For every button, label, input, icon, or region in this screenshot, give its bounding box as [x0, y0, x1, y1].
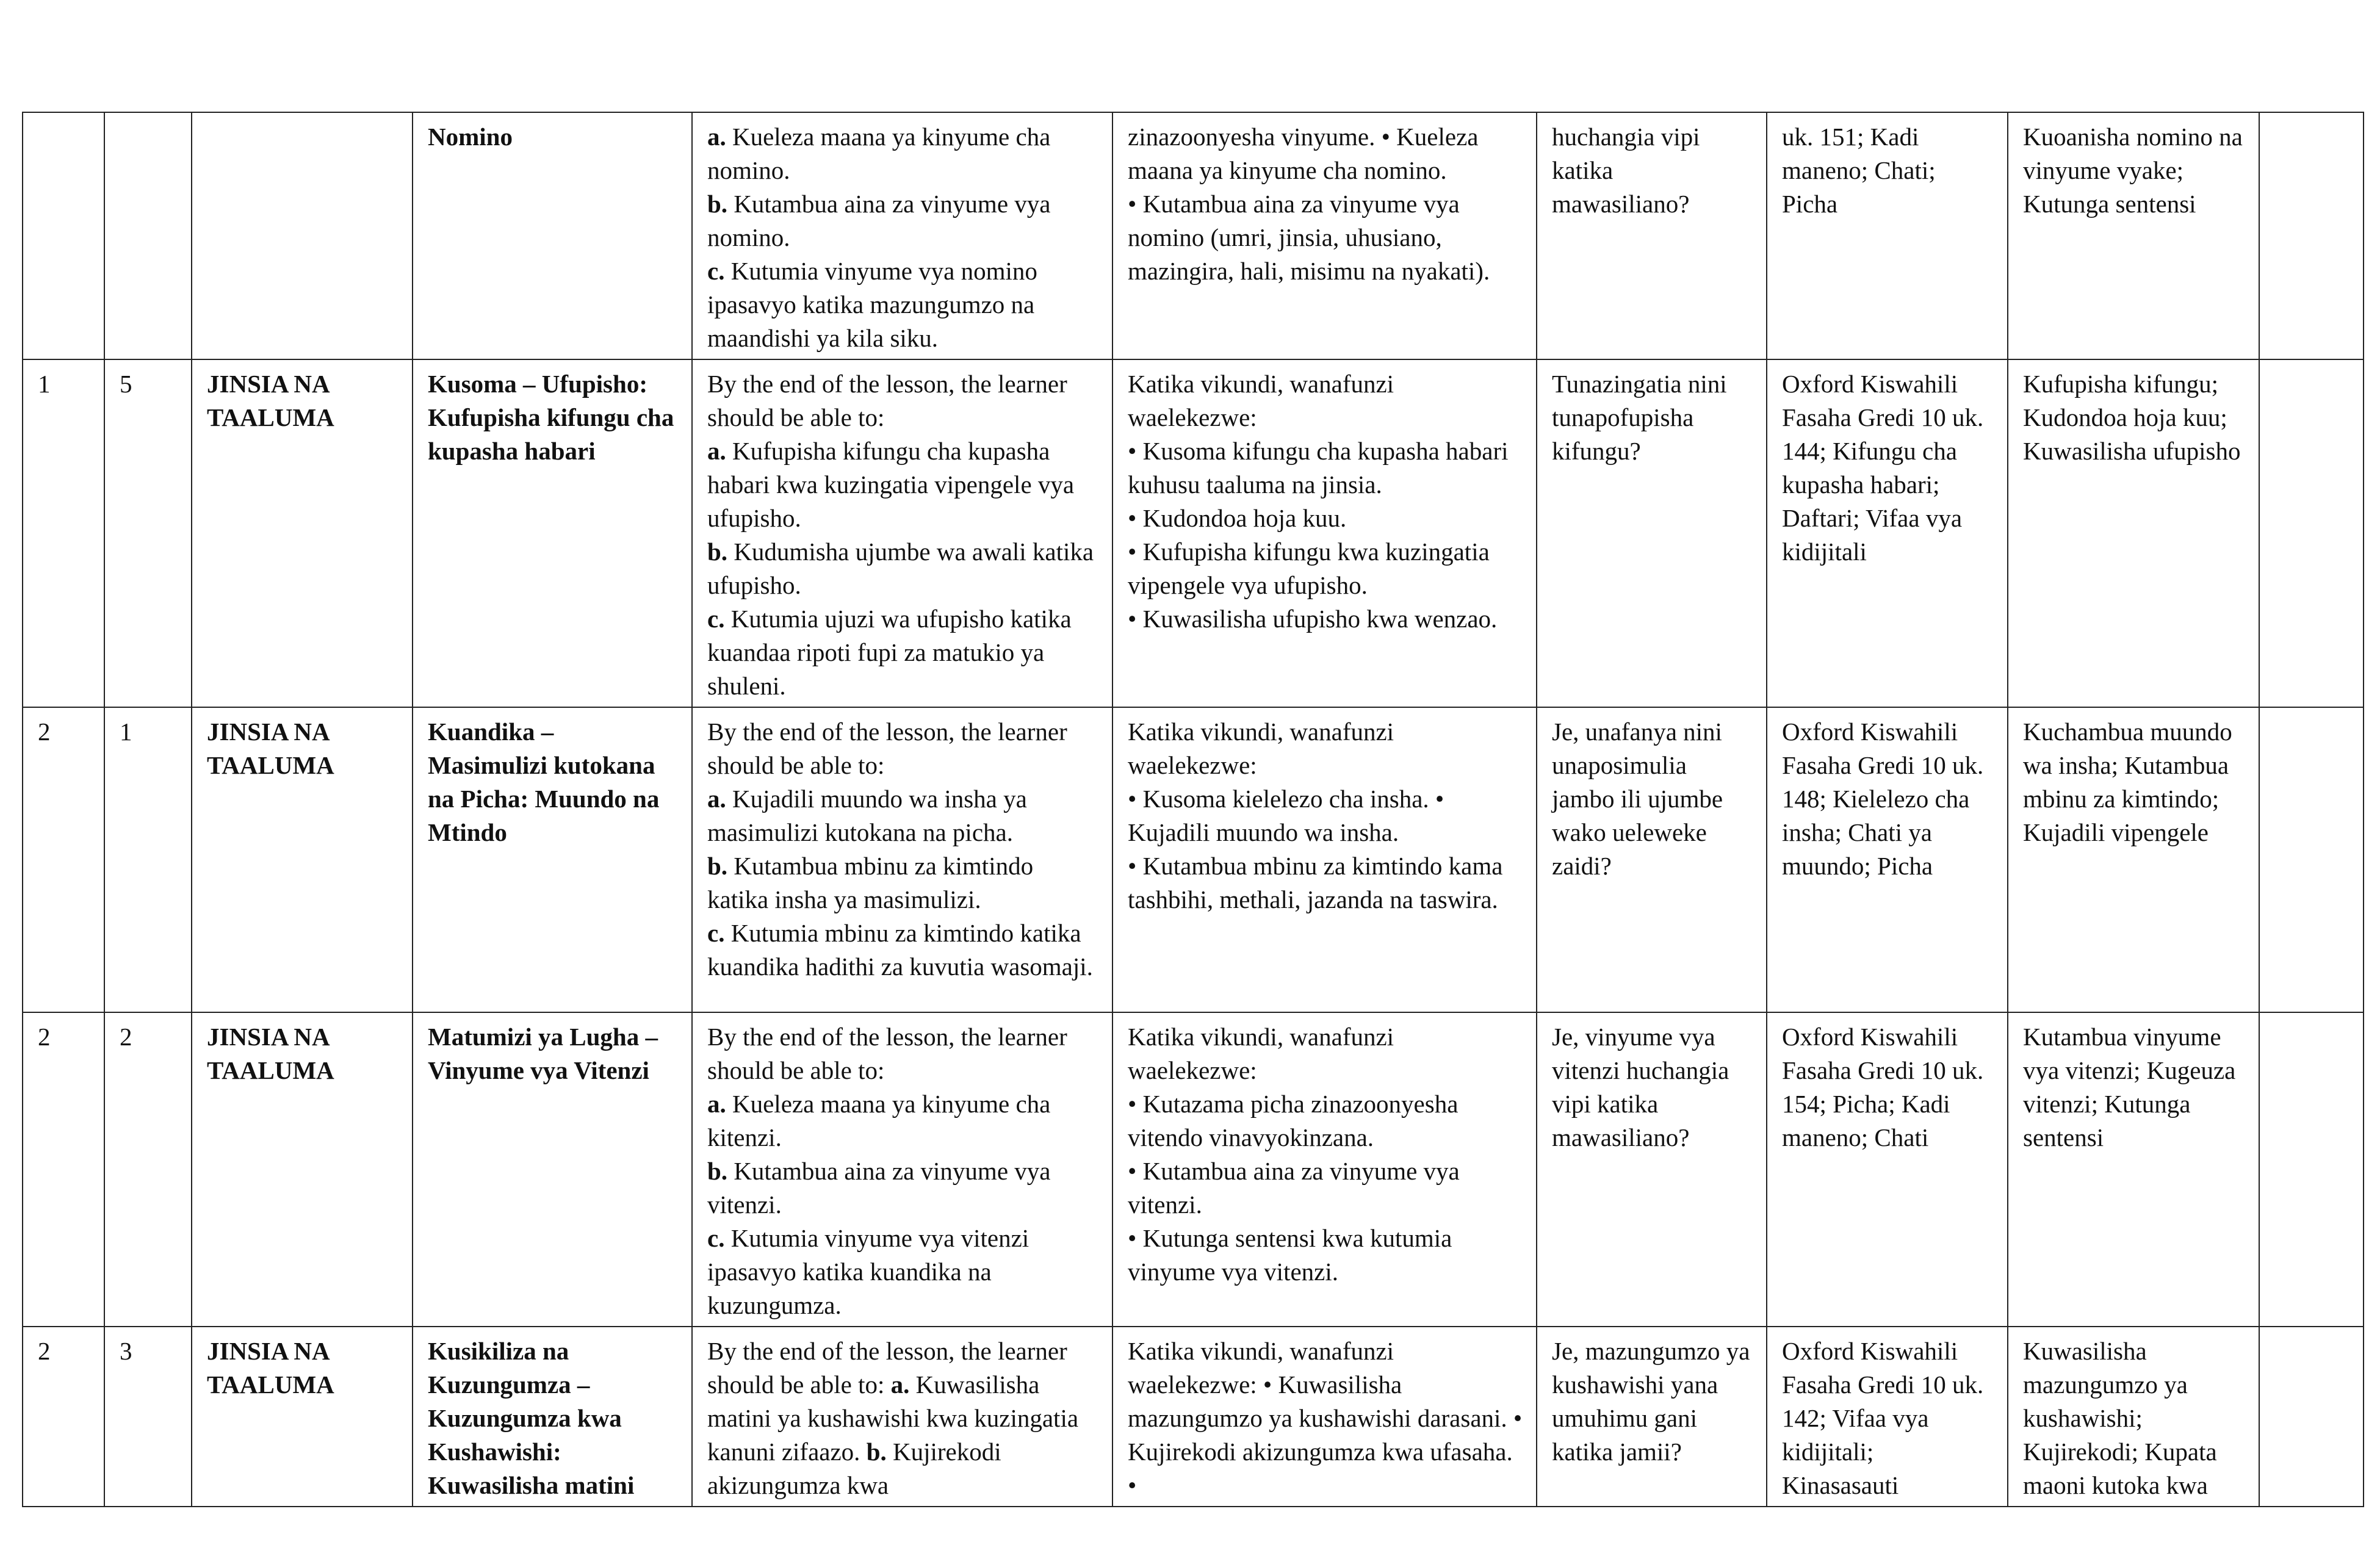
sub-strand-cell: Kuandika – Masimulizi kutokana na Picha: Muundo na Mtindo — [413, 707, 692, 1012]
objective-a: a. Kufupisha kifungu cha kupasha habari kwa kuzingatia vipengele vya ufupisho. — [707, 437, 1075, 532]
remarks-cell — [2259, 112, 2364, 359]
objective-c: c. Kutumia mbinu za kimtindo katika kuandika hadithi za kuvutia wasomaji. — [707, 919, 1093, 981]
objective-c: c. Kutumia ujuzi wa ufupisho katika kuandaa ripoti fupi za matukio ya shuleni. — [707, 605, 1072, 700]
learning-outcomes-cell: By the end of the lesson, the learner should be able to: a. Kufupisha kifungu cha kupasha habari kwa kuzingatia vipengele vya ufupisho. b. Kudumisha ujumbe wa awali katika ufupisho. c. Kutumia ujuzi wa ufupisho katika kuandaa ripoti fupi za matukio ya shuleni. — [692, 359, 1112, 707]
key-inquiry-cell: Je, mazungumzo ya kushawishi yana umuhimu gani katika jamii? — [1537, 1327, 1767, 1507]
week-cell: 2 — [23, 707, 104, 1012]
objective-b: b. Kudumisha ujumbe wa awali katika ufupisho. — [707, 538, 1094, 599]
resources-cell: uk. 151; Kadi maneno; Chati; Picha — [1767, 112, 2008, 359]
learning-outcomes-cell: By the end of the lesson, the learner should be able to: a. Kuwasilisha matini ya kushawishi kwa kuzingatia kanuni zifaazo. b. Kujirekodi akizungumza kwa — [692, 1327, 1112, 1507]
table-row — [23, 1327, 2364, 1507]
scheme-of-work-table — [22, 112, 2364, 1507]
lesson-cell: 1 — [104, 707, 192, 1012]
objective-a: a. Kujadili muundo wa insha ya masimulizi kutokana na picha. — [707, 785, 1027, 846]
week-cell: 2 — [23, 1012, 104, 1327]
resources-cell: Oxford Kiswahili Fasaha Gredi 10 uk. 154; Picha; Kadi maneno; Chati — [1767, 1012, 2008, 1327]
strand-cell — [192, 112, 413, 359]
key-inquiry-cell: Je, unafanya nini unaposimulia jambo ili ujumbe wako ueleweke zaidi? — [1537, 707, 1767, 1012]
table-row — [23, 707, 2364, 1012]
learning-outcomes-cell: By the end of the lesson, the learner should be able to: a. Kujadili muundo wa insha ya masimulizi kutokana na picha. b. Kutambua mbinu za kimtindo katika insha ya masimulizi. c. Kutumia mbinu za kimtindo katika kuandika hadithi za kuvutia wasomaji. — [692, 707, 1112, 1012]
learning-activities-cell: zinazoonyesha vinyume. • Kueleza maana ya kinyume cha nomino. • Kutambua aina za vinyume vya nomino (umri, jinsia, uhusiano, mazingira, hali, misimu na nyakati). — [1112, 112, 1537, 359]
objective-b: b. Kutambua aina za vinyume vya nomino. — [707, 190, 1051, 251]
lesson-cell: 3 — [104, 1327, 192, 1507]
lesson-cell: 5 — [104, 359, 192, 707]
learning-activities-cell: Katika vikundi, wanafunzi waelekezwe: • Kutazama picha zinazoonyesha vitendo vinavyokinzana. • Kutambua aina za vinyume vya vitenzi. • Kutunga sentensi kwa kutumia vinyume vya vitenzi. — [1112, 1012, 1537, 1327]
objective-a: a. Kueleza maana ya kinyume cha kitenzi. — [707, 1090, 1051, 1151]
assessment-cell: Kufupisha kifungu; Kudondoa hoja kuu; Kuwasilisha ufupisho — [2008, 359, 2259, 707]
resources-cell: Oxford Kiswahili Fasaha Gredi 10 uk. 144; Kifungu cha kupasha habari; Daftari; Vifaa vya kidijitali — [1767, 359, 2008, 707]
resources-cell: Oxford Kiswahili Fasaha Gredi 10 uk. 142; Vifaa vya kidijitali; Kinasasauti — [1767, 1327, 2008, 1507]
assessment-cell: Kuwasilisha mazungumzo ya kushawishi; Kujirekodi; Kupata maoni kutoka kwa — [2008, 1327, 2259, 1507]
objective-c: c. Kutumia vinyume vya nomino ipasavyo katika mazungumzo na maandishi ya kila siku. — [707, 257, 1037, 352]
sub-strand-cell: Kusikiliza na Kuzungumza – Kuzungumza kwa Kushawishi: Kuwasilisha matini — [413, 1327, 692, 1507]
week-cell: 2 — [23, 1327, 104, 1507]
learning-outcomes-cell: By the end of the lesson, the learner should be able to: a. Kueleza maana ya kinyume cha kitenzi. b. Kutambua aina za vinyume vya vitenzi. c. Kutumia vinyume vya vitenzi ipasavyo katika kuandika na kuzungumza. — [692, 1012, 1112, 1327]
sub-strand-cell: Kusoma – Ufupisho: Kufupisha kifungu cha kupasha habari — [413, 359, 692, 707]
remarks-cell — [2259, 707, 2364, 1012]
lesson-cell — [104, 112, 192, 359]
objective-c: c. Kutumia vinyume vya vitenzi ipasavyo katika kuandika na kuzungumza. — [707, 1224, 1030, 1319]
objective-a: a. Kueleza maana ya kinyume cha nomino. — [707, 123, 1051, 184]
week-cell — [23, 112, 104, 359]
learning-activities-cell: Katika vikundi, wanafunzi waelekezwe: • Kusoma kielelezo cha insha. • Kujadili muundo wa insha. • Kutambua mbinu za kimtindo kama tashbihi, methali, jazanda na taswira. — [1112, 707, 1537, 1012]
table-row — [23, 359, 2364, 707]
remarks-cell — [2259, 1012, 2364, 1327]
key-inquiry-cell: huchangia vipi katika mawasiliano? — [1537, 112, 1767, 359]
strand-cell: JINSIA NA TAALUMA — [192, 707, 413, 1012]
remarks-cell — [2259, 359, 2364, 707]
objective-b: b. Kutambua aina za vinyume vya vitenzi. — [707, 1157, 1051, 1219]
week-cell: 1 — [23, 359, 104, 707]
strand-cell: JINSIA NA TAALUMA — [192, 359, 413, 707]
objective-b: b. Kutambua mbinu za kimtindo katika insha ya masimulizi. — [707, 852, 1034, 913]
table-row — [23, 112, 2364, 359]
assessment-cell: Kutambua vinyume vya vitenzi; Kugeuza vitenzi; Kutunga sentensi — [2008, 1012, 2259, 1327]
lesson-cell: 2 — [104, 1012, 192, 1327]
assessment-cell: Kuoanisha nomino na vinyume vyake; Kutunga sentensi — [2008, 112, 2259, 359]
assessment-cell: Kuchambua muundo wa insha; Kutambua mbinu za kimtindo; Kujadili vipengele — [2008, 707, 2259, 1012]
strand-cell: JINSIA NA TAALUMA — [192, 1327, 413, 1507]
resources-cell: Oxford Kiswahili Fasaha Gredi 10 uk. 148; Kielelezo cha insha; Chati ya muundo; Picha — [1767, 707, 2008, 1012]
strand-cell: JINSIA NA TAALUMA — [192, 1012, 413, 1327]
table-row — [23, 1012, 2364, 1327]
learning-outcomes-cell — [692, 112, 1112, 359]
key-inquiry-cell: Je, vinyume vya vitenzi huchangia vipi katika mawasiliano? — [1537, 1012, 1767, 1327]
learning-activities-cell: Katika vikundi, wanafunzi waelekezwe: • Kuwasilisha mazungumzo ya kushawishi darasani. • Kujirekodi akizungumza kwa ufasaha. • — [1112, 1327, 1537, 1507]
remarks-cell — [2259, 1327, 2364, 1507]
key-inquiry-cell: Tunazingatia nini tunapofupisha kifungu? — [1537, 359, 1767, 707]
sub-strand-cell: Nomino — [413, 112, 692, 359]
sub-strand-cell: Matumizi ya Lugha – Vinyume vya Vitenzi — [413, 1012, 692, 1327]
learning-activities-cell: Katika vikundi, wanafunzi waelekezwe: • Kusoma kifungu cha kupasha habari kuhusu taaluma na jinsia. • Kudondoa hoja kuu. • Kufupisha kifungu kwa kuzingatia vipengele vya ufupisho. • Kuwasilisha ufupisho kwa wenzao. — [1112, 359, 1537, 707]
